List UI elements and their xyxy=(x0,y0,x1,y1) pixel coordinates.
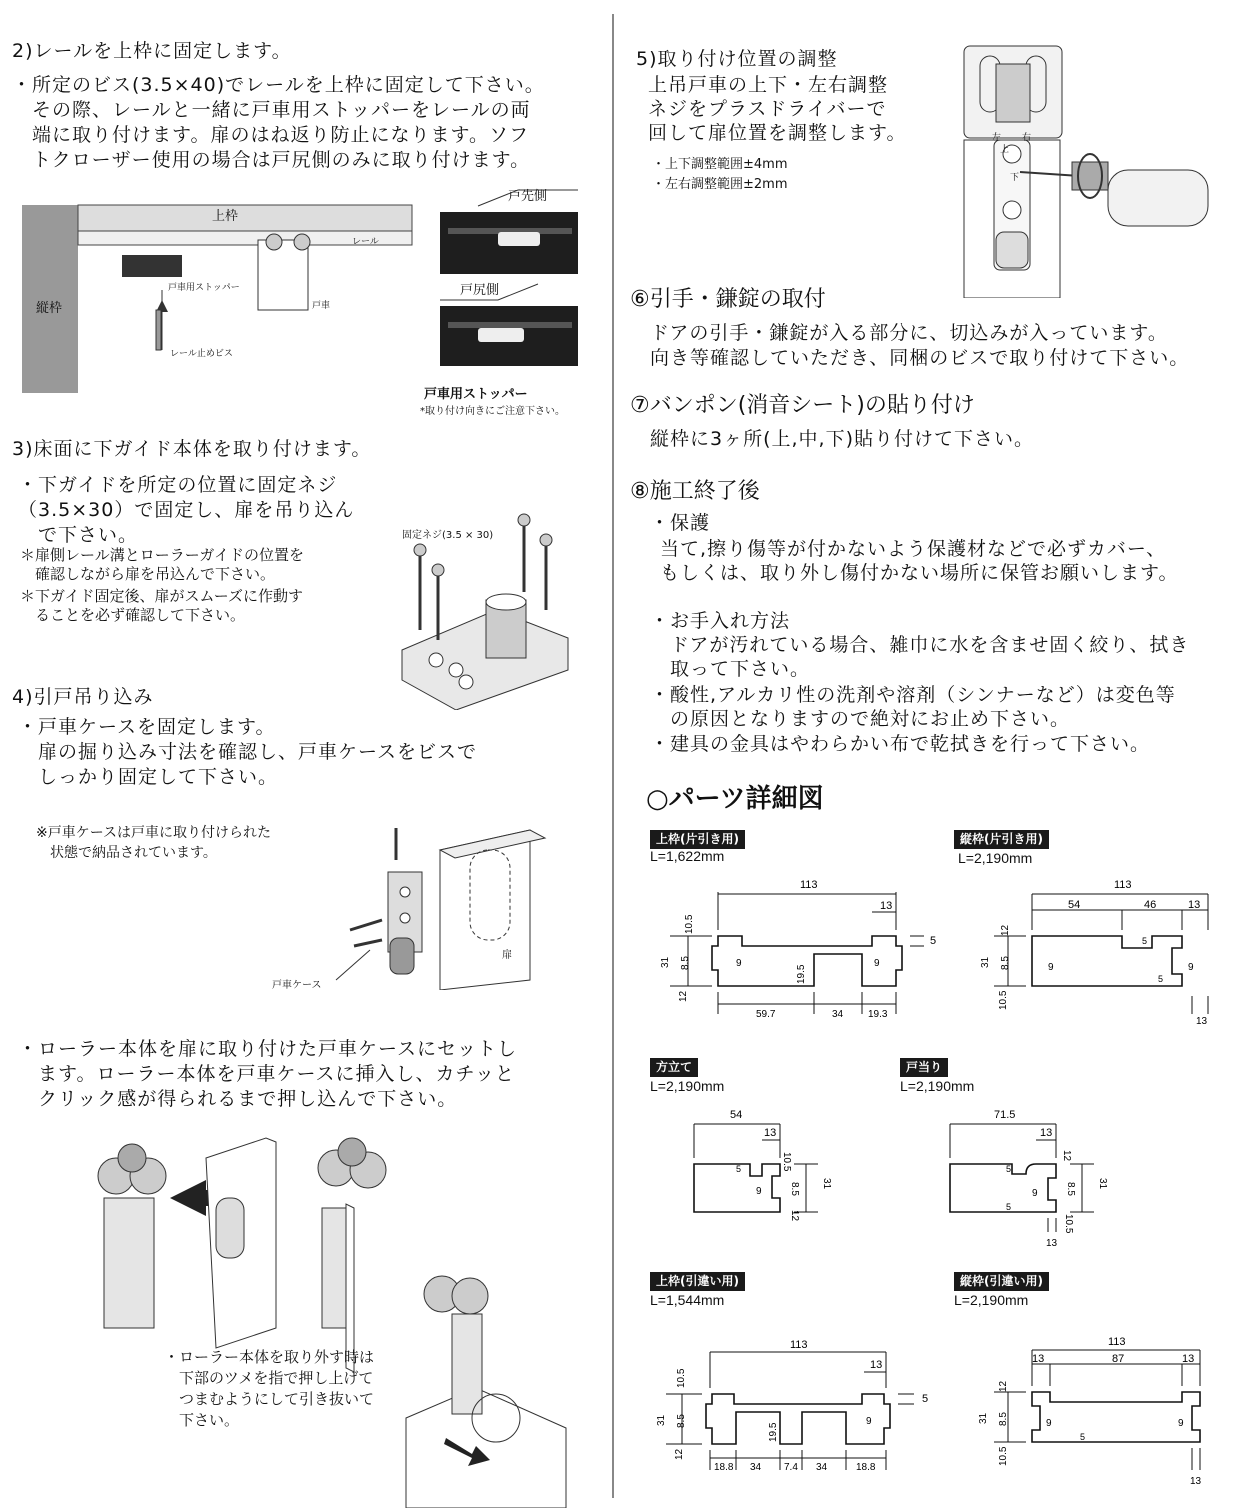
care-line-4: の原因となりますので絶対にお止め下さい。 xyxy=(650,708,1071,730)
roller-line-1: ・ローラー本体を扉に取り付けた戸車ケースにセットし xyxy=(18,1038,518,1060)
section-4-line-2: 扉の掘り込み寸法を確認し、戸車ケースをビスで xyxy=(18,741,478,763)
section-2-line-3: 端に取り付けます。扉のはね返り防止になります。ソフ xyxy=(12,124,529,146)
p6-dim-h: 31 xyxy=(978,1412,989,1424)
case-note-2: 状態で納品されています。 xyxy=(36,845,217,861)
p5-dim-b: 5 xyxy=(922,1393,929,1405)
p6-dim-h3: 10.5 xyxy=(998,1446,1009,1466)
p1-dim-b1: 59.7 xyxy=(756,1009,776,1020)
p6-dim-g2: 9 xyxy=(1178,1418,1184,1429)
p5-dim-b5: 18.8 xyxy=(856,1462,876,1473)
fig-kamiwaku-label: 上枠 xyxy=(212,209,239,224)
p6-length: L=2,190mm xyxy=(954,1292,1029,1308)
p6-tag: 縦枠(引違い用) xyxy=(954,1272,1049,1291)
p1-dim-h1: 10.5 xyxy=(684,914,695,934)
fig-screw-label: レール止めビス xyxy=(170,349,233,359)
p2-dim-b: 46 xyxy=(1144,899,1157,911)
p6-dim-b: 87 xyxy=(1112,1353,1125,1365)
p5-dim-w: 113 xyxy=(790,1339,808,1351)
p5-tag: 上枠(引違い用) xyxy=(650,1272,745,1291)
protect-line-1: 当て,擦り傷等が付かないよう保護材などで必ずカバー、 xyxy=(660,538,1167,560)
p4-dim-g: 9 xyxy=(1032,1188,1038,1199)
tojiri-label: 戸尻側 xyxy=(460,283,500,298)
section-2-line-2: その際、レールと一緒に戸車用ストッパーをレールの両 xyxy=(12,99,531,121)
roller-insert-figure xyxy=(96,1128,576,1508)
p1-dim-a: 13 xyxy=(880,900,893,912)
p3-tag: 方立て xyxy=(650,1058,698,1077)
p6-dim-h1: 12 xyxy=(998,1380,1009,1392)
p4-dim-c: 5 xyxy=(1006,1202,1012,1212)
p5-section-drawing xyxy=(652,1332,952,1482)
p4-dim-h3: 10.5 xyxy=(1063,1214,1074,1234)
remove-line-1: ・ローラー本体を取り外す時は xyxy=(164,1348,375,1366)
p2-dim-g2: 5 xyxy=(1142,936,1148,946)
p6-dim-c: 13 xyxy=(1182,1353,1195,1365)
p5-dim-b4: 34 xyxy=(816,1462,828,1473)
p5-dim-h3: 12 xyxy=(674,1448,685,1460)
range-horizontal: ・左右調整範囲±2mm xyxy=(652,177,788,192)
section-8-heading: ⑧施工終了後 xyxy=(630,479,760,504)
mark-left: 左 xyxy=(992,133,1002,143)
p4-tag: 戸当り xyxy=(900,1058,948,1077)
p6-dim-a: 13 xyxy=(1032,1353,1045,1365)
care-line-3: ・酸性,アルカリ性の洗剤や溶剤（シンナーなど）は変色等 xyxy=(650,684,1176,706)
p1-length: L=1,622mm xyxy=(650,848,725,864)
rail-install-figure xyxy=(22,200,414,400)
p3-section-drawing xyxy=(680,1102,860,1232)
p3-dim-h1: 10.5 xyxy=(781,1152,792,1172)
p1-dim-h2: 8.5 xyxy=(680,956,691,970)
section-3-line-2: （3.5×30）で固定し、扉を吊り込ん xyxy=(18,499,355,521)
section-5-heading: 5)取り付け位置の調整 xyxy=(636,48,838,70)
p1-dim-g1: 9 xyxy=(736,958,742,969)
parts-title: ○パーツ詳細図 xyxy=(646,784,824,814)
section-3-note-4: ることを必ず確認して下さい。 xyxy=(20,606,246,624)
section-6-line-2: 向き等確認していただき、同梱のビスで取り付けて下さい。 xyxy=(650,347,1190,369)
remove-line-4: 下さい。 xyxy=(164,1411,240,1429)
p2-section-drawing xyxy=(972,874,1222,1030)
p1-dim-b3: 19.3 xyxy=(868,1009,888,1020)
section-4-heading: 4)引戸吊り込み xyxy=(12,686,154,708)
case-label: 戸車ケース xyxy=(272,980,322,991)
p4-dim-b: 5 xyxy=(1006,1164,1012,1174)
section-3-line-3: で下さい。 xyxy=(18,524,139,546)
p2-tag: 縦枠(片引き用) xyxy=(954,830,1049,849)
p2-dim-h2: 8.5 xyxy=(1000,956,1011,970)
p4-dim-a: 13 xyxy=(1040,1127,1053,1139)
section-5-line-2: ネジをプラスドライバーで xyxy=(648,98,887,120)
fig-tatewaku-label: 縦枠 xyxy=(36,301,63,316)
mark-up: 上 xyxy=(1000,145,1010,155)
p2-dim-g3: 5 xyxy=(1158,974,1164,984)
p1-section-drawing xyxy=(652,874,952,1024)
section-7-line-1: 縦枠に3ヶ所(上,中,下)貼り付けて下さい。 xyxy=(650,428,1034,450)
p1-dim-h: 31 xyxy=(660,956,671,968)
door-label: 扉 xyxy=(502,950,512,961)
p6-dim-bot: 13 xyxy=(1190,1476,1202,1487)
fixing-screw-label: 固定ネジ(3.5 × 30) xyxy=(402,530,494,541)
p5-dim-g: 9 xyxy=(866,1416,872,1427)
section-5-line-1: 上吊戸車の上下・左右調整 xyxy=(648,74,889,96)
p1-dim-g2: 19.5 xyxy=(796,964,807,984)
section-4-line-3: しっかり固定して下さい。 xyxy=(18,766,279,788)
care-line-2: 取って下さい。 xyxy=(650,658,811,680)
p5-dim-b2: 34 xyxy=(750,1462,762,1473)
section-2-line-1: ・所定のビス(3.5×40)でレールを上枠に固定して下さい。 xyxy=(12,74,545,96)
p3-dim-h3: 12 xyxy=(789,1210,800,1222)
p5-dim-b3: 7.4 xyxy=(784,1462,798,1473)
column-divider xyxy=(612,14,614,1498)
adjust-figure xyxy=(960,44,1220,298)
case-note-1: ※戸車ケースは戸車に取り付けられた xyxy=(36,825,272,841)
p4-dim-bot: 13 xyxy=(1046,1238,1058,1249)
care-line-1: ドアが汚れている場合、雑巾に水を含ませ固く絞り、拭き xyxy=(650,634,1190,656)
p6-dim-g3: 5 xyxy=(1080,1432,1086,1442)
tosaki-label: 戸先側 xyxy=(508,189,548,204)
p5-dim-a: 13 xyxy=(870,1359,883,1371)
p2-dim-g1: 9 xyxy=(1048,962,1054,973)
p6-dim-h2: 8.5 xyxy=(998,1412,1009,1426)
section-3-note-3: ＊下ガイド固定後、扉がスムーズに作動す xyxy=(20,587,304,605)
fig-doguruma-label: 戸車 xyxy=(312,301,331,311)
p1-dim-w: 113 xyxy=(800,879,818,891)
stopper-note: *取り付け向きにご注意下さい。 xyxy=(420,406,565,417)
p4-dim-h2: 8.5 xyxy=(1065,1182,1076,1196)
section-3-note-2: 確認しながら扉を吊込んで下さい。 xyxy=(20,565,276,583)
p5-length: L=1,544mm xyxy=(650,1292,725,1308)
section-7-heading: ⑦バンポン(消音シート)の貼り付け xyxy=(630,393,975,418)
p3-dim-w: 54 xyxy=(730,1109,743,1121)
remove-line-2: 下部のツメを指で押し上げて xyxy=(164,1369,374,1387)
tosaki-photo xyxy=(438,188,580,278)
protect-line-2: もしくは、取り外し傷付かない場所に保管お願いします。 xyxy=(660,562,1179,584)
p2-dim-a: 54 xyxy=(1068,899,1081,911)
care-title: ・お手入れ方法 xyxy=(650,610,791,632)
remove-line-3: つまむようにして引き抜いて xyxy=(164,1390,375,1408)
p5-dim-g2: 19.5 xyxy=(768,1422,779,1442)
lower-guide-figure xyxy=(396,510,576,710)
p4-dim-h: 31 xyxy=(1097,1178,1108,1190)
p4-dim-h1: 12 xyxy=(1061,1150,1072,1162)
roller-line-2: ます。ローラー本体を戸車ケースに挿入し、カチッと xyxy=(18,1063,515,1085)
section-4-line-1: ・戸車ケースを固定します。 xyxy=(18,716,276,738)
p1-dim-g3: 9 xyxy=(874,958,880,969)
p2-dim-bot: 13 xyxy=(1196,1016,1208,1027)
p1-dim-h3: 12 xyxy=(678,990,689,1002)
p2-dim-w: 113 xyxy=(1114,879,1132,891)
fig-rail-label: レール xyxy=(352,237,379,247)
p5-dim-h2: 8.5 xyxy=(676,1414,687,1428)
roller-line-3: クリック感が得られるまで押し込んで下さい。 xyxy=(18,1088,458,1110)
p2-dim-c: 13 xyxy=(1188,899,1201,911)
care-line-5: ・建具の金具はやわらかい布で乾拭きを行って下さい。 xyxy=(650,733,1151,755)
p6-dim-w: 113 xyxy=(1108,1336,1126,1348)
section-2-line-4: トクローザー使用の場合は戸尻側のみに取り付けます。 xyxy=(12,149,531,171)
p2-length: L=2,190mm xyxy=(958,850,1033,866)
section-3-note-1: ＊扉側レール溝とローラーガイドの位置を xyxy=(20,546,304,564)
p3-dim-b: 5 xyxy=(736,1164,742,1174)
p3-dim-g: 9 xyxy=(756,1186,762,1197)
p5-dim-h1: 10.5 xyxy=(676,1368,687,1388)
p2-dim-h3: 10.5 xyxy=(998,990,1009,1010)
p5-dim-b1: 18.8 xyxy=(714,1462,734,1473)
case-install-figure xyxy=(330,820,560,990)
p1-dim-b2: 34 xyxy=(832,1009,844,1020)
p6-section-drawing xyxy=(970,1330,1220,1490)
p3-dim-h2: 8.5 xyxy=(789,1182,800,1196)
p1-tag: 上枠(片引き用) xyxy=(650,830,745,849)
p1-dim-b: 5 xyxy=(930,935,937,947)
mark-down: 下 xyxy=(1010,173,1020,183)
p2-dim-g4: 9 xyxy=(1188,962,1194,973)
p2-dim-h1: 12 xyxy=(1000,924,1011,936)
fig-stopper-label: 戸車用ストッパー xyxy=(168,283,240,293)
p2-dim-h: 31 xyxy=(980,956,991,968)
section-3-heading: 3)床面に下ガイド本体を取り付けます。 xyxy=(12,438,372,460)
p5-dim-h: 31 xyxy=(656,1414,667,1426)
protect-title: ・保護 xyxy=(650,512,711,534)
mark-right: 右 xyxy=(1022,133,1032,143)
p4-section-drawing xyxy=(936,1102,1126,1252)
section-2-heading: 2)レールを上枠に固定します。 xyxy=(12,40,292,62)
stopper-caption: 戸車用ストッパー xyxy=(424,387,528,402)
tojiri-photo xyxy=(438,282,580,370)
p3-dim-h: 31 xyxy=(821,1178,832,1190)
section-6-heading: ⑥引手・鎌錠の取付 xyxy=(630,287,826,312)
p3-dim-a: 13 xyxy=(764,1127,777,1139)
section-5-line-3: 回して扉位置を調整します。 xyxy=(648,122,907,144)
section-3-line-1: ・下ガイドを所定の位置に固定ネジ xyxy=(18,474,338,496)
p4-dim-w: 71.5 xyxy=(994,1109,1016,1121)
range-vertical: ・上下調整範囲±4mm xyxy=(652,157,788,172)
p4-length: L=2,190mm xyxy=(900,1078,975,1094)
section-6-line-1: ドアの引手・鎌錠が入る部分に、切込みが入っています。 xyxy=(650,322,1168,344)
p6-dim-g1: 9 xyxy=(1046,1418,1052,1429)
p3-length: L=2,190mm xyxy=(650,1078,725,1094)
